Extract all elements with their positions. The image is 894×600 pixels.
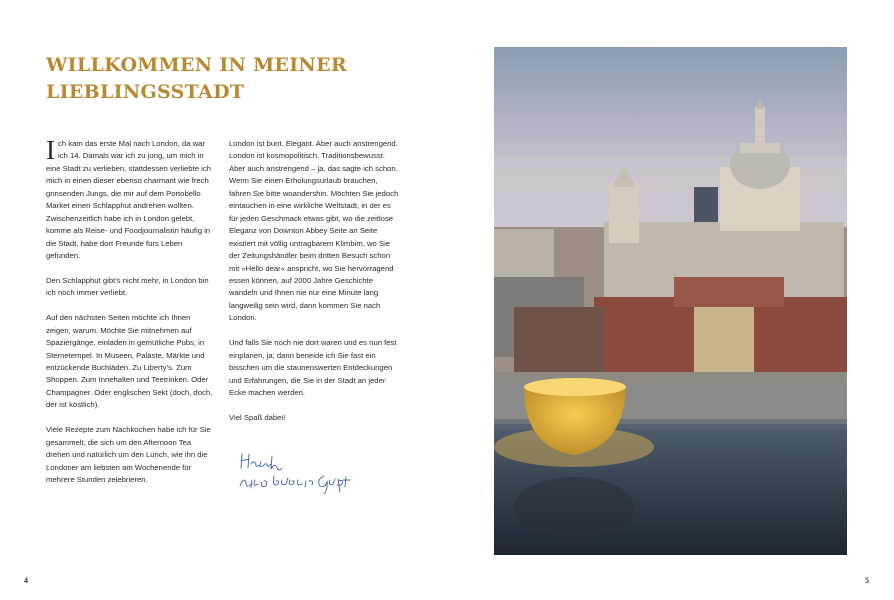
page-title xyxy=(46,52,386,106)
paragraph: London ist bunt. Elegant. Aber auch anstrengend. London ist kosmopolitisch. Traditionsbewusst. Aber auch anstrengend – ja, das sagte ich schon. Wenn Sie einen Erholungsurlaub brauchen, fahren Sie bitte woandershin. Möchten Sie jedoch eintauchen in eine wirkliche Weltstadt, in der es für jeden Geschmack etwas gibt, wo die zeitlose Eleganz von Downton Abbey Seite an Seite existiert mit völlig untragbarem Klimbim, wo Sie der Zeitungshändler beim dritten Besuch schon mit »Hello dear« anspricht, wo Sie hervorragend essen können, auf 2000 Jahre Geschichte wandeln und Ihnen nie nur eine Minute lang langweilig sein wird, dann kommen Sie nach London. xyxy=(229,139,399,323)
london-st-pauls-photo xyxy=(494,47,847,555)
left-text-column xyxy=(46,135,216,499)
paragraph: Viel Spaß dabei! xyxy=(229,412,286,422)
page-number-right: 5 xyxy=(865,576,869,585)
title-line-2: LIEBLINGSSTADT xyxy=(46,81,245,103)
paragraph: Den Schlapphut gibt’s nicht mehr, in London bin ich noch immer verliebt. xyxy=(46,275,209,298)
page-number-left: 4 xyxy=(24,576,28,585)
drop-cap: I xyxy=(46,135,55,165)
paragraph-text: ch kam das erste Mal nach London, da war ich 14. Damals war ich zu jung, um mich in eine Stadt zu verlieben, stattdessen verliebte ich mich in einen dieser ebenso charmant wie frech grinsenden Jungs, die mir auf dem Portobello Market einen Schlapphut andrehen wollten. Zwischenzeitlich habe ich in London gelebt, komme als Reise- und Foodjournalistin häufig in die Stadt, habe dort Freunde fürs Leben gefunden. xyxy=(46,139,211,261)
title-line-1: WILLKOMMEN IN MEINER xyxy=(46,54,347,76)
handwritten-signature xyxy=(236,450,366,494)
paragraph: Viele Rezepte zum Nachkochen habe ich für Sie gesammelt, die sich um den Afternoon Tea drehen und natürlich um den Lunch, wie ihn die Londoner am liebsten am Wochenende für mehrere Stunden zelebrieren. xyxy=(46,425,211,485)
right-text-column xyxy=(229,138,399,437)
paragraph xyxy=(46,135,216,263)
paragraph: Und falls Sie noch nie dort waren und es nun fest einplanen, ja, dann beneide ich Sie fast ein bisschen um die staunenswerten Entdeckungen und Erfahrungen, die Sie in der Stadt an jeder Ecke machen werden. xyxy=(229,338,397,397)
paragraph: Auf den nächsten Seiten möchte ich Ihnen zeigen, warum. Möchte Sie mitnehmen auf Spaziergänge, einladen in gemütliche Pubs, in Sternetempel. In Museen, Paläste, Märkte und entzückende Buchläden. Zu Liberty’s. Zum Shoppen. Zum Innehalten und Teetrinken. Oder Champagner. Oder englischen Sekt (doch, doch, der ist köstlich). xyxy=(46,313,213,410)
